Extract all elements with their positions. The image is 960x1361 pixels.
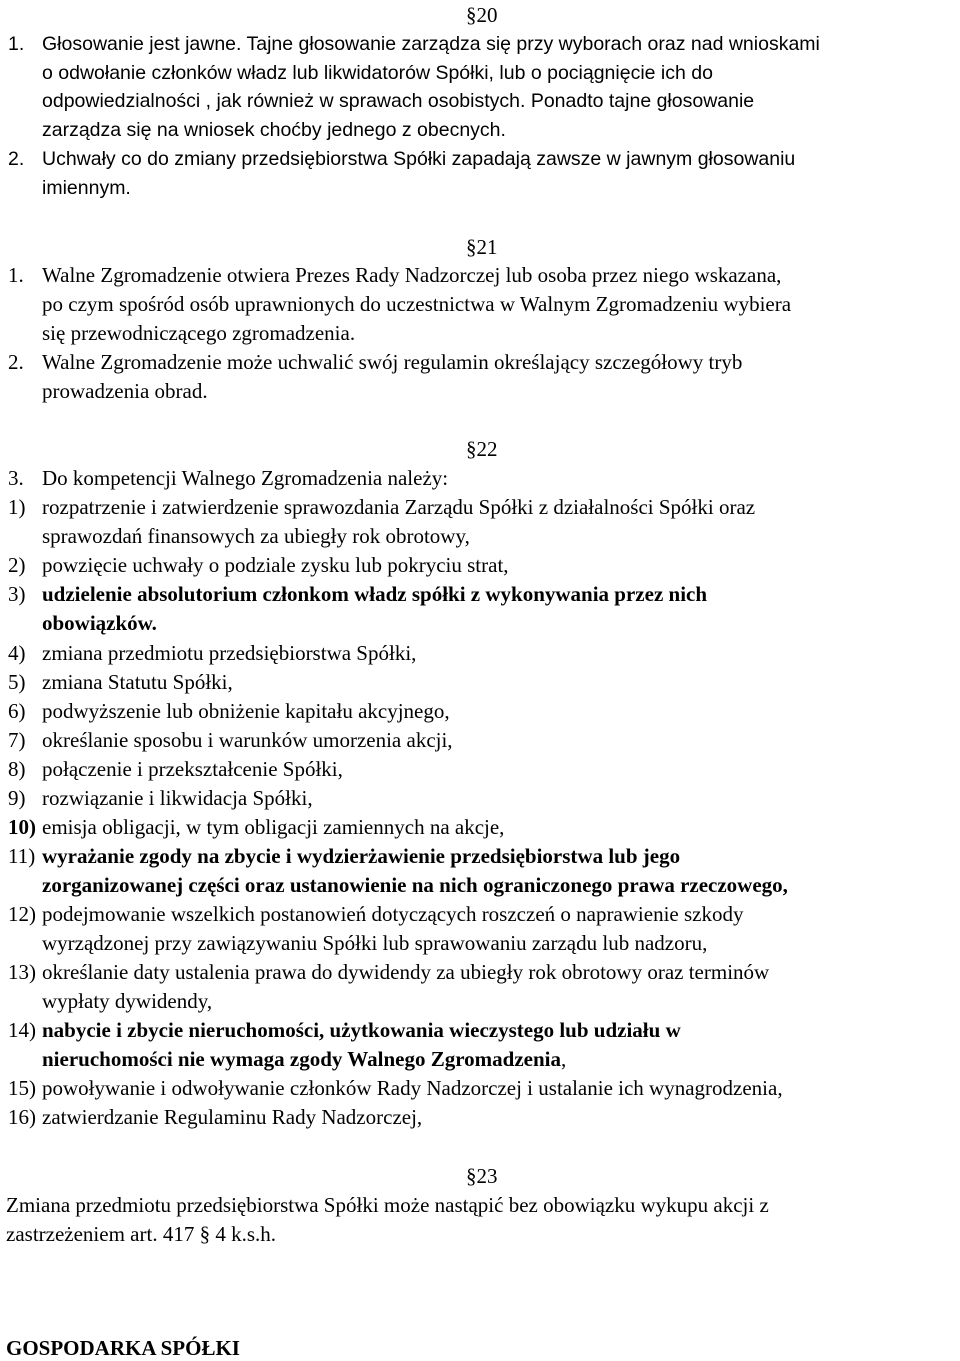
list-item-text: zmiana Statutu Spółki, <box>42 670 233 694</box>
list-item-number: 4) <box>8 641 26 665</box>
section-21-p2-line: Walne Zgromadzenie może uchwalić swój regulamin określający szczegółowy tryb <box>42 350 743 374</box>
list-item-text: podwyższenie lub obniżenie kapitału akcyjnego, <box>42 699 450 723</box>
list-item-text: określanie sposobu i warunków umorzenia akcji, <box>42 728 453 752</box>
list-item-text: połączenie i przekształcenie Spółki, <box>42 757 343 781</box>
list-item-text-mixed <box>42 1046 566 1072</box>
section-20-p1-number: 1. <box>8 33 25 55</box>
list-item-number: 2) <box>8 553 26 577</box>
section-21-heading: §21 <box>466 235 498 259</box>
section-22-heading: §22 <box>466 437 498 461</box>
section-20-p1-line: Głosowanie jest jawne. Tajne głosowanie zarządza się przy wyborach oraz nad wnioskami <box>42 33 820 55</box>
list-item-text: zatwierdzanie Regulaminu Rady Nadzorczej, <box>42 1105 423 1129</box>
list-item-text-comma: , <box>560 1047 567 1071</box>
list-item-text: podejmowanie wszelkich postanowień dotyczących roszczeń o naprawienie szkody <box>42 902 744 926</box>
list-item-number: 9) <box>8 786 26 810</box>
section-20-p1-line: odpowiedzialności , jak również w sprawach osobistych. Ponadto tajne głosowanie <box>42 90 755 112</box>
section-23-text: Zmiana przedmiotu przedsiębiorstwa Spółki może nastąpić bez obowiązku wykupu akcji z <box>6 1193 769 1217</box>
section-21-p1-line: Walne Zgromadzenie otwiera Prezes Rady Nadzorczej lub osoba przez niego wskazana, <box>42 263 782 287</box>
section-21-p1-number: 1. <box>8 263 24 287</box>
section-21-p1-line: po czym spośród osób uprawnionych do uczestnictwa w Walnym Zgromadzeniu wybiera <box>42 292 792 316</box>
list-item-number: 10) <box>8 815 36 839</box>
section-20-p2-line: imiennym. <box>42 177 131 199</box>
list-item-text: rozwiązanie i likwidacja Spółki, <box>42 786 313 810</box>
list-item-text: wypłaty dywidendy, <box>42 989 213 1013</box>
section-22-intro: Do kompetencji Walnego Zgromadzenia należy: <box>42 466 449 490</box>
section-23-heading: §23 <box>466 1164 498 1188</box>
list-item-number: 8) <box>8 757 26 781</box>
list-item-text: zmiana przedmiotu przedsiębiorstwa Spółki, <box>42 641 417 665</box>
list-item-text: sprawozdań finansowych za ubiegły rok obrotowy, <box>42 524 470 548</box>
section-20-p2-line: Uchwały co do zmiany przedsiębiorstwa Spółki zapadają zawsze w jawnym głosowaniu <box>42 148 796 170</box>
list-item-number: 11) <box>8 844 36 868</box>
list-item-text: powoływanie i odwoływanie członków Rady Nadzorczej i ustalanie ich wynagrodzenia, <box>42 1076 783 1100</box>
list-item-number: 16) <box>8 1105 36 1129</box>
list-item-text-bold: nieruchomości nie wymaga zgody Walnego Zgromadzenia <box>42 1047 561 1071</box>
section-20-heading: §20 <box>466 3 498 27</box>
list-item-number: 7) <box>8 728 26 752</box>
list-item-text: określanie daty ustalenia prawa do dywidendy za ubiegły rok obrotowy oraz terminów <box>42 960 770 984</box>
list-item-text-bold: zorganizowanej części oraz ustanowienie na nich ograniczonego prawa rzeczowego, <box>42 873 788 897</box>
list-item-text-bold: nabycie i zbycie nieruchomości, użytkowania wieczystego lub udziału w <box>42 1018 681 1042</box>
list-item-number: 13) <box>8 960 36 984</box>
section-21-p2-number: 2. <box>8 350 24 374</box>
section-21-p2-line: prowadzenia obrad. <box>42 379 208 403</box>
section-22-intro-number: 3. <box>8 466 24 490</box>
list-item-text: wyrządzonej przy zawiązywaniu Spółki lub sprawowaniu zarządu lub nadzoru, <box>42 931 708 955</box>
list-item-number: 12) <box>8 902 36 926</box>
section-20-p1-line: o odwołanie członków władz lub likwidatorów Spółki, lub o pociągnięcie ich do <box>42 62 713 84</box>
list-item-number: 5) <box>8 670 26 694</box>
list-item-number: 15) <box>8 1076 36 1100</box>
list-item-text: powzięcie uchwały o podziale zysku lub pokryciu strat, <box>42 553 509 577</box>
list-item-number: 6) <box>8 699 26 723</box>
list-item-number: 1) <box>8 495 26 519</box>
list-item-text: rozpatrzenie i zatwierdzenie sprawozdania Zarządu Spółki z działalności Spółki oraz <box>42 495 756 519</box>
list-item-number: 14) <box>8 1018 36 1042</box>
section-title-gospodarka: GOSPODARKA SPÓŁKI <box>6 1336 240 1360</box>
list-item-number: 3) <box>8 582 26 606</box>
section-20-p1-line: zarządza się na wniosek choćby jednego z obecnych. <box>42 119 506 141</box>
list-item-text-bold: udzielenie absolutorium członkom władz spółki z wykonywania przez nich <box>42 582 708 606</box>
list-item-text-bold: wyrażanie zgody na zbycie i wydzierżawienie przedsiębiorstwa lub jego <box>42 844 681 868</box>
section-20-p2-number: 2. <box>8 148 25 170</box>
section-23-text: zastrzeżeniem art. 417 § 4 k.s.h. <box>6 1222 276 1246</box>
list-item-text-bold: obowiązków. <box>42 611 157 635</box>
list-item-text: emisja obligacji, w tym obligacji zamiennych na akcje, <box>42 815 505 839</box>
section-21-p1-line: się przewodniczącego zgromadzenia. <box>42 321 356 345</box>
